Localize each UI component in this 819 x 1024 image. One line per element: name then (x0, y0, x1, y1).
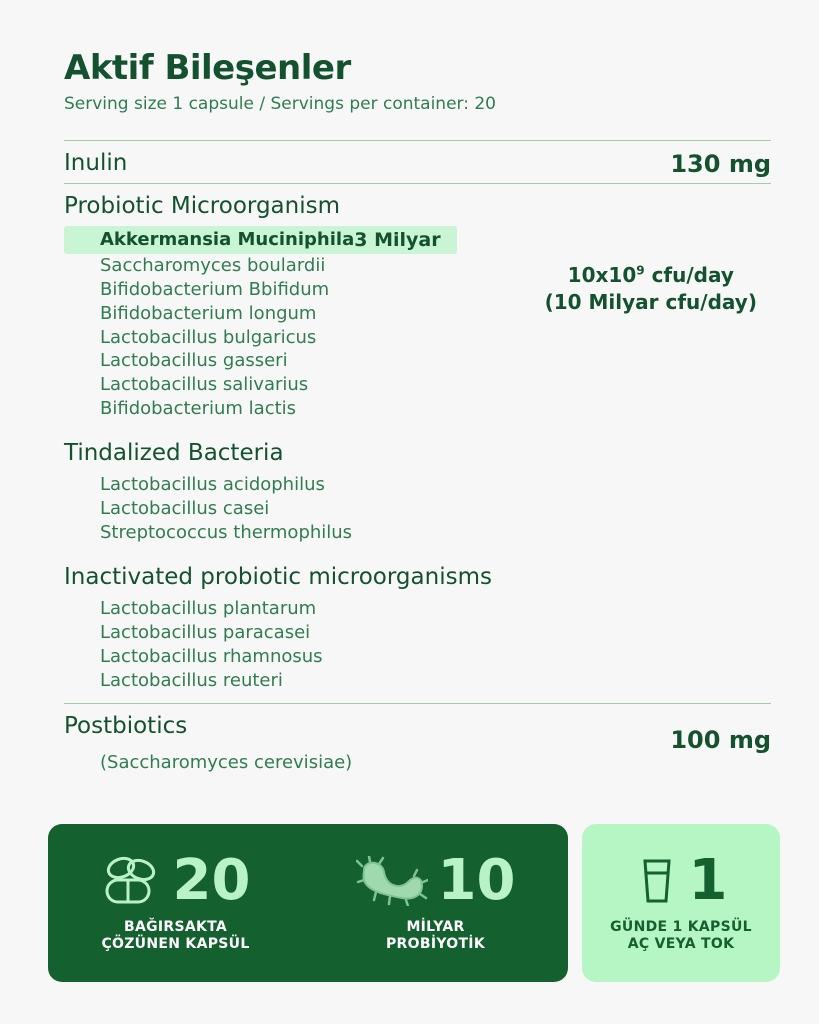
badge-water-caption-line1: GÜNDE 1 KAPSÜL (610, 918, 752, 935)
badge-water (610, 847, 752, 954)
serving-info: Serving size 1 capsule / Servings per container: 20 (64, 94, 496, 114)
badge-light-panel (582, 824, 780, 982)
probiotic-block (64, 226, 771, 422)
list-item: Lactobacillus acidophilus (100, 474, 325, 496)
list-item: Lactobacillus paracasei (100, 621, 311, 643)
probiotic-list (64, 226, 545, 422)
postbiotics-text (64, 704, 352, 773)
list-item: Lactobacillus casei (100, 498, 270, 520)
capsule-icon (101, 856, 163, 906)
tindalized-heading: Tindalized Bacteria (64, 440, 284, 467)
list-item: Bifidobacterium longum (100, 302, 317, 324)
badge-water-top (635, 847, 728, 913)
cfu-amount (545, 262, 757, 316)
badge-capsule-top (101, 847, 251, 913)
badge-capsule-caption (101, 919, 249, 954)
badge-capsule-caption-line2: ÇÖZÜNEN KAPSÜL (101, 936, 250, 952)
inulin-amount: 130 mg (670, 150, 771, 178)
postbiotics-sub: (Saccharomyces cerevisiae) (100, 751, 353, 773)
postbiotics-heading: Postbiotics (64, 712, 188, 739)
badge-bacteria-caption-line1: MİLYAR (406, 918, 465, 935)
badge-strip (48, 824, 780, 982)
highlighted-strain-row (64, 226, 457, 254)
bacteria-icon (356, 856, 428, 906)
badge-bacteria-top (356, 847, 516, 913)
badge-capsule-number: 20 (172, 847, 251, 913)
cfu-unit: cfu/day (644, 262, 734, 287)
list-item: Lactobacillus gasseri (100, 350, 288, 372)
badge-bacteria-caption-line2: PROBİYOTİK (386, 936, 485, 952)
list-item: Lactobacillus reuteri (100, 669, 283, 691)
highlighted-strain-amount: 3 Milyar (354, 228, 441, 251)
list-item: Bifidobacterium lactis (100, 398, 297, 420)
list-item: Saccharomyces boulardii (100, 254, 326, 276)
badge-capsule (101, 847, 251, 954)
inactivated-heading: Inactivated probiotic microorganisms (64, 563, 492, 590)
badge-bacteria-caption (386, 919, 485, 954)
badge-capsule-caption-line1: BAĞIRSAKTA (123, 918, 228, 935)
cfu-exponent: 9 (636, 263, 645, 278)
glass-icon (635, 855, 679, 907)
cfu-base: 10x10 (567, 262, 637, 287)
inulin-label: Inulin (64, 150, 128, 176)
tindalized-list (64, 473, 771, 545)
badge-bacteria (356, 847, 516, 954)
list-item: Lactobacillus rhamnosus (100, 645, 323, 667)
list-item: Lactobacillus plantarum (100, 597, 317, 619)
page-title: Aktif Bileşenler (64, 48, 351, 88)
badge-water-caption-line2: AÇ VEYA TOK (627, 936, 735, 952)
badge-water-number: 1 (688, 847, 728, 913)
badge-bacteria-number: 10 (437, 847, 516, 913)
highlighted-strain-name: Akkermansia Muciniphila (100, 228, 355, 250)
badge-water-caption (610, 919, 752, 954)
cfu-secondary: (10 Milyar cfu/day) (544, 289, 757, 314)
list-item: Lactobacillus bulgaricus (100, 326, 317, 348)
list-item: Bifidobacterium Bbifidum (100, 278, 330, 300)
list-item: Streptococcus thermophilus (100, 522, 353, 544)
inulin-row (64, 141, 771, 183)
inactivated-list (64, 597, 771, 693)
postbiotics-amount: 100 mg (670, 725, 771, 754)
postbiotics-row (64, 704, 771, 773)
probiotic-heading: Probiotic Microorganism (64, 192, 340, 219)
list-item: Lactobacillus salivarius (100, 374, 309, 396)
badge-dark-panel (48, 824, 568, 982)
